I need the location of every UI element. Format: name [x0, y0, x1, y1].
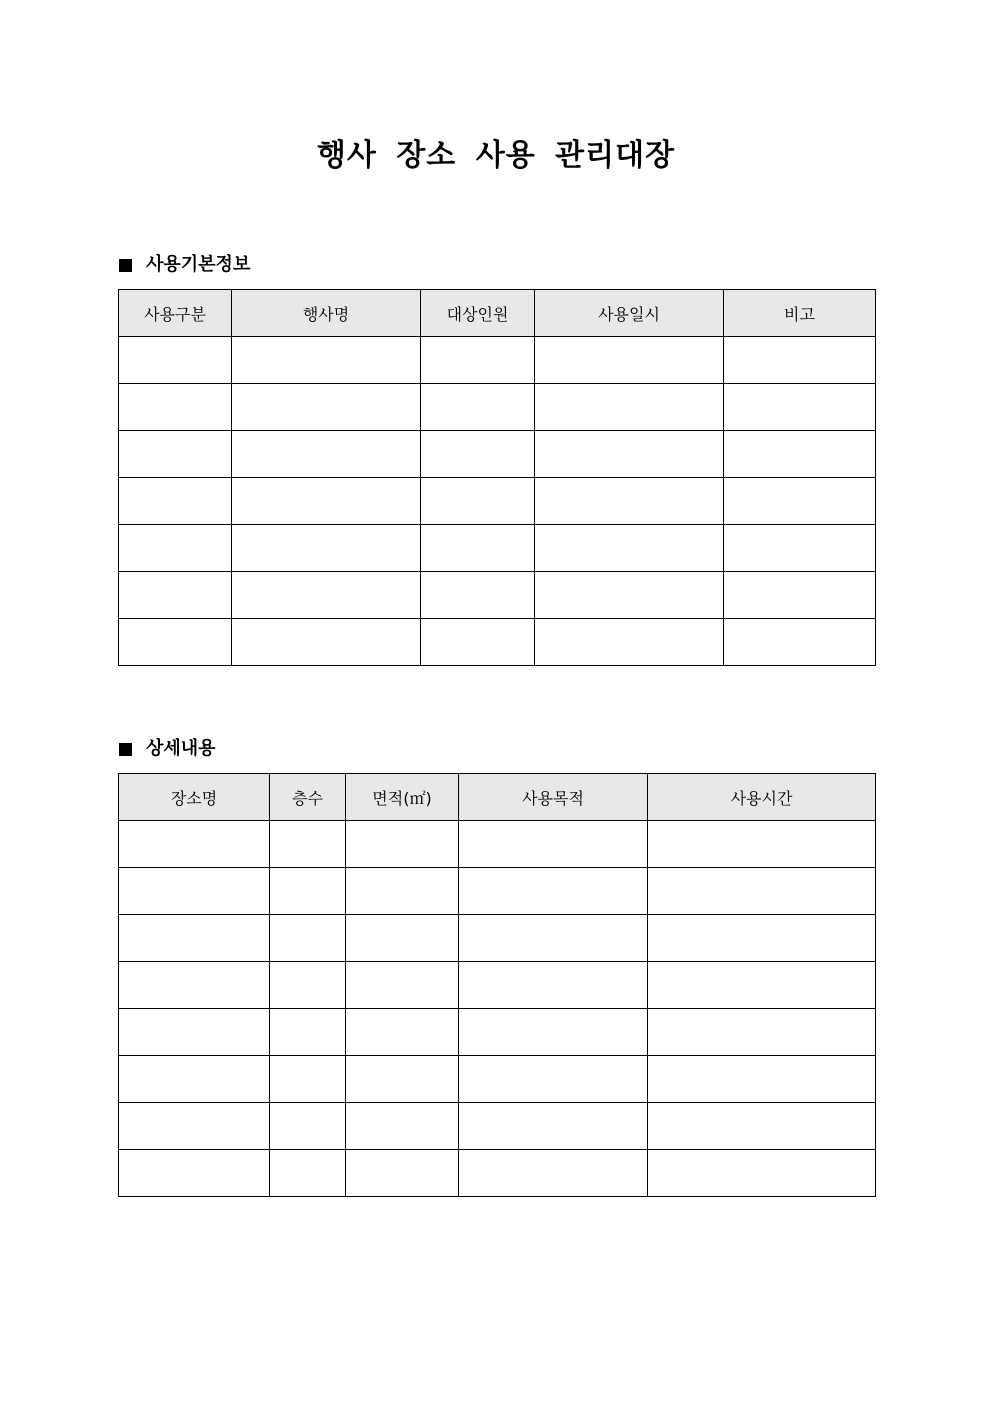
section-heading-usage-info	[119, 252, 250, 278]
usage-cell-event-name[interactable]	[232, 431, 421, 478]
detail-cell-purpose[interactable]	[459, 1009, 648, 1056]
usage-cell-event-name[interactable]	[232, 337, 421, 384]
detail-cell-place-name[interactable]	[119, 915, 270, 962]
usage-cell-usage-type[interactable]	[119, 572, 232, 619]
table-row	[119, 868, 876, 915]
usage-cell-remarks[interactable]	[724, 337, 876, 384]
detail-cell-place-name[interactable]	[119, 1056, 270, 1103]
detail-cell-area[interactable]	[346, 915, 459, 962]
usage-cell-remarks[interactable]	[724, 478, 876, 525]
usage-cell-usage-datetime[interactable]	[535, 572, 724, 619]
usage-cell-remarks[interactable]	[724, 384, 876, 431]
usage-cell-attendees[interactable]	[421, 431, 535, 478]
detail-cell-place-name[interactable]	[119, 962, 270, 1009]
detail-cell-area[interactable]	[346, 962, 459, 1009]
column-header-usage-datetime: 사용일시	[535, 290, 724, 337]
usage-cell-usage-type[interactable]	[119, 431, 232, 478]
usage-cell-attendees[interactable]	[421, 478, 535, 525]
detail-cell-place-name[interactable]	[119, 868, 270, 915]
table-row	[119, 337, 876, 384]
detail-cell-floor[interactable]	[270, 962, 346, 1009]
detail-cell-purpose[interactable]	[459, 821, 648, 868]
usage-cell-remarks[interactable]	[724, 572, 876, 619]
detail-cell-purpose[interactable]	[459, 868, 648, 915]
detail-cell-floor[interactable]	[270, 821, 346, 868]
column-header-remarks: 비고	[724, 290, 876, 337]
usage-cell-usage-datetime[interactable]	[535, 431, 724, 478]
table-row	[119, 1150, 876, 1197]
column-header-purpose: 사용목적	[459, 774, 648, 821]
usage-cell-usage-type[interactable]	[119, 337, 232, 384]
column-header-event-name: 행사명	[232, 290, 421, 337]
detail-cell-usage-time[interactable]	[648, 868, 876, 915]
detail-cell-floor[interactable]	[270, 1009, 346, 1056]
usage-cell-usage-datetime[interactable]	[535, 384, 724, 431]
table-row	[119, 915, 876, 962]
table-row	[119, 1103, 876, 1150]
table-header-row	[119, 774, 876, 821]
detail-cell-place-name[interactable]	[119, 1103, 270, 1150]
table-row	[119, 525, 876, 572]
page-title: 행사 장소 사용 관리대장	[316, 138, 676, 173]
detail-cell-floor[interactable]	[270, 1056, 346, 1103]
usage-cell-event-name[interactable]	[232, 525, 421, 572]
detail-cell-usage-time[interactable]	[648, 821, 876, 868]
usage-cell-usage-datetime[interactable]	[535, 525, 724, 572]
table-row	[119, 572, 876, 619]
usage-cell-usage-datetime[interactable]	[535, 478, 724, 525]
detail-cell-purpose[interactable]	[459, 1150, 648, 1197]
table-row	[119, 821, 876, 868]
table-row	[119, 619, 876, 666]
detail-cell-purpose[interactable]	[459, 1056, 648, 1103]
usage-info-table	[118, 289, 876, 666]
detail-cell-area[interactable]	[346, 1103, 459, 1150]
detail-cell-floor[interactable]	[270, 1150, 346, 1197]
table-row	[119, 478, 876, 525]
usage-cell-remarks[interactable]	[724, 431, 876, 478]
detail-cell-purpose[interactable]	[459, 1103, 648, 1150]
usage-cell-attendees[interactable]	[421, 619, 535, 666]
section-heading-label: 상세내용	[146, 738, 216, 759]
usage-cell-usage-type[interactable]	[119, 619, 232, 666]
usage-cell-usage-datetime[interactable]	[535, 337, 724, 384]
usage-cell-remarks[interactable]	[724, 525, 876, 572]
usage-cell-remarks[interactable]	[724, 619, 876, 666]
detail-cell-area[interactable]	[346, 1009, 459, 1056]
usage-cell-attendees[interactable]	[421, 525, 535, 572]
detail-cell-area[interactable]	[346, 1150, 459, 1197]
square-bullet-icon	[119, 259, 132, 272]
usage-cell-usage-type[interactable]	[119, 384, 232, 431]
detail-cell-purpose[interactable]	[459, 915, 648, 962]
usage-cell-event-name[interactable]	[232, 572, 421, 619]
square-bullet-icon	[119, 743, 132, 756]
table-row	[119, 1009, 876, 1056]
table-row	[119, 1056, 876, 1103]
details-table	[118, 773, 876, 1197]
usage-cell-usage-type[interactable]	[119, 478, 232, 525]
usage-cell-usage-type[interactable]	[119, 525, 232, 572]
detail-cell-usage-time[interactable]	[648, 915, 876, 962]
detail-cell-usage-time[interactable]	[648, 962, 876, 1009]
detail-cell-place-name[interactable]	[119, 821, 270, 868]
table-row	[119, 384, 876, 431]
usage-cell-attendees[interactable]	[421, 337, 535, 384]
column-header-attendees: 대상인원	[421, 290, 535, 337]
detail-cell-floor[interactable]	[270, 915, 346, 962]
detail-cell-area[interactable]	[346, 1056, 459, 1103]
column-header-usage-type: 사용구분	[119, 290, 232, 337]
column-header-area: 면적(㎡)	[346, 774, 459, 821]
detail-cell-area[interactable]	[346, 868, 459, 915]
table-header-row	[119, 290, 876, 337]
detail-cell-usage-time[interactable]	[648, 1150, 876, 1197]
section-heading-details	[119, 736, 216, 762]
column-header-place-name: 장소명	[119, 774, 270, 821]
detail-cell-usage-time[interactable]	[648, 1056, 876, 1103]
detail-cell-floor[interactable]	[270, 868, 346, 915]
usage-cell-event-name[interactable]	[232, 619, 421, 666]
usage-cell-attendees[interactable]	[421, 384, 535, 431]
detail-cell-place-name[interactable]	[119, 1009, 270, 1056]
usage-cell-event-name[interactable]	[232, 384, 421, 431]
detail-cell-place-name[interactable]	[119, 1150, 270, 1197]
detail-cell-floor[interactable]	[270, 1103, 346, 1150]
column-header-usage-time: 사용시간	[648, 774, 876, 821]
usage-cell-usage-datetime[interactable]	[535, 619, 724, 666]
table-row	[119, 962, 876, 1009]
column-header-floor: 층수	[270, 774, 346, 821]
section-heading-label: 사용기본정보	[146, 254, 251, 275]
detail-cell-usage-time[interactable]	[648, 1103, 876, 1150]
table-row	[119, 431, 876, 478]
detail-cell-purpose[interactable]	[459, 962, 648, 1009]
usage-cell-attendees[interactable]	[421, 572, 535, 619]
usage-cell-event-name[interactable]	[232, 478, 421, 525]
detail-cell-usage-time[interactable]	[648, 1009, 876, 1056]
detail-cell-area[interactable]	[346, 821, 459, 868]
